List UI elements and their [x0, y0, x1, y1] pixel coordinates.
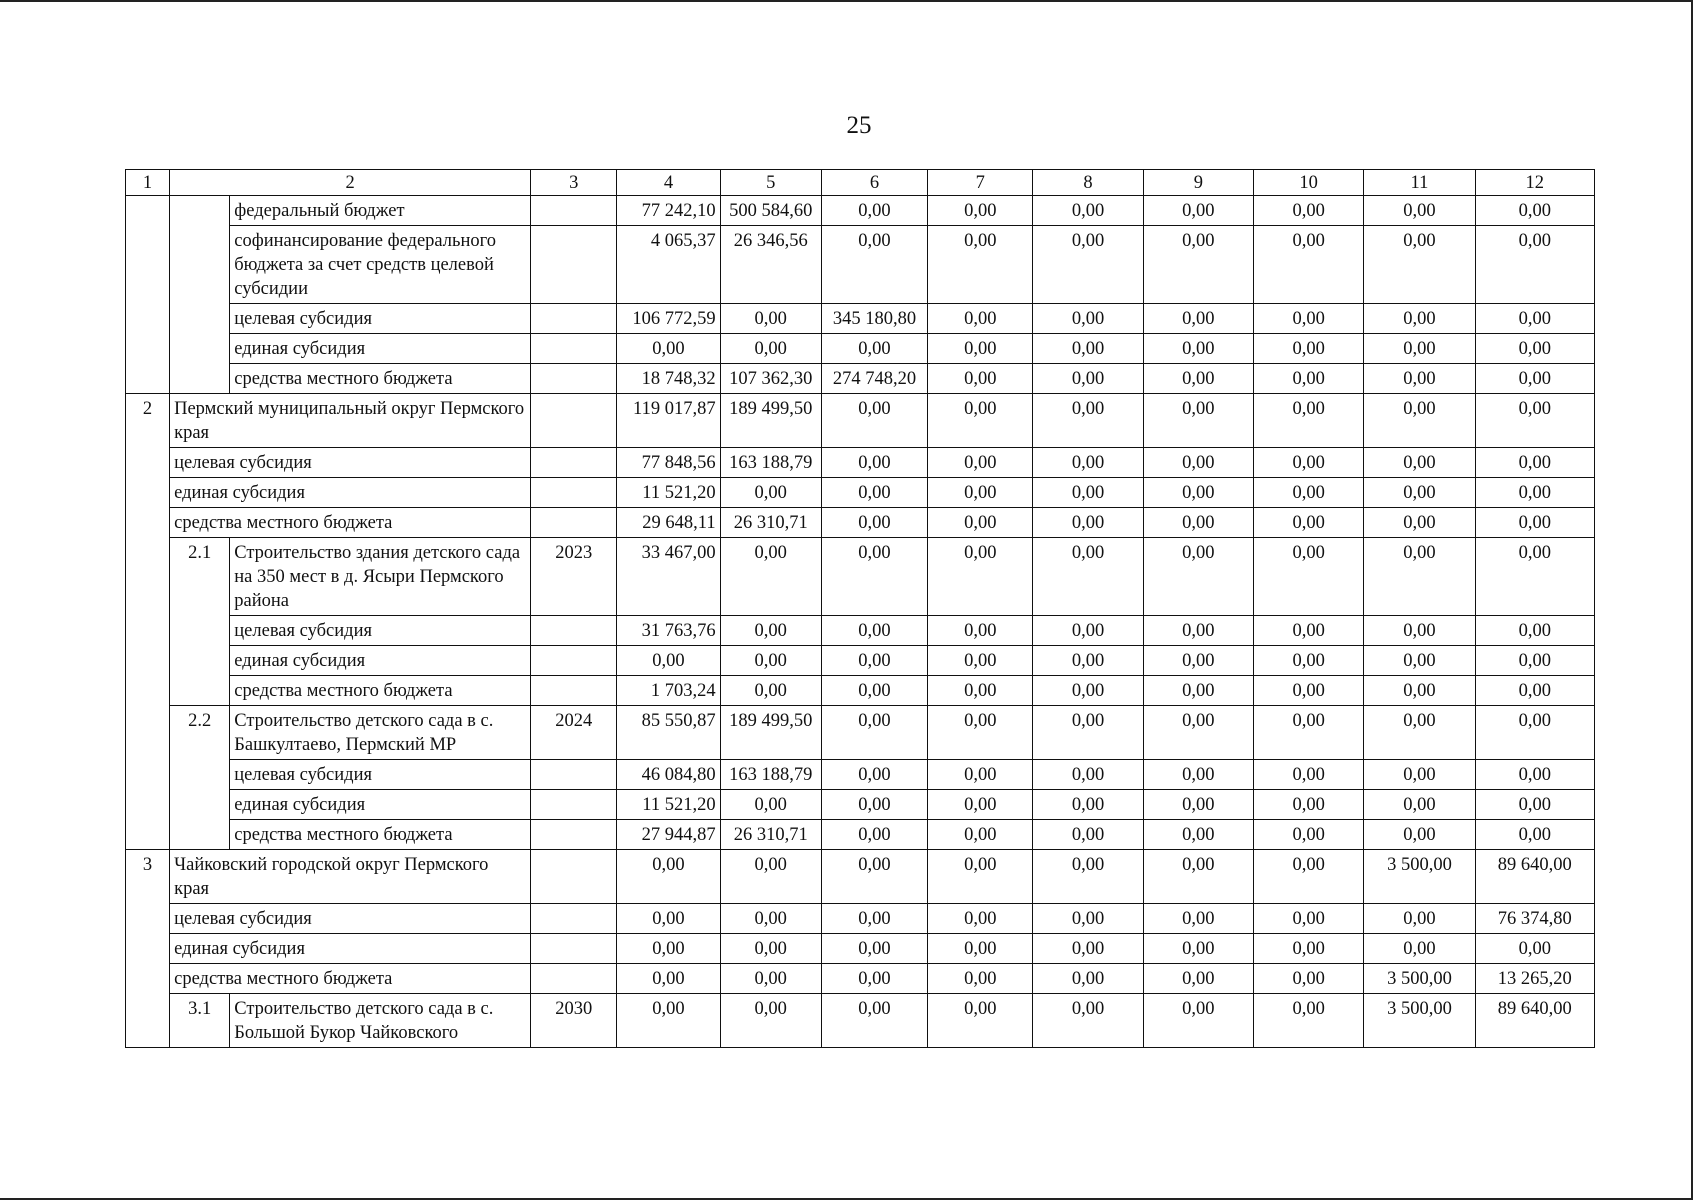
value-cell: 0,00 [720, 616, 821, 646]
value-cell: 0,00 [928, 850, 1033, 904]
value-cell: 0,00 [720, 646, 821, 676]
value-cell: 0,00 [1033, 904, 1143, 934]
header-cell: 6 [821, 170, 927, 196]
value-cell: 0,00 [1143, 820, 1253, 850]
year-cell [531, 934, 617, 964]
value-cell: 0,00 [1364, 394, 1475, 448]
row-label: средства местного бюджета [170, 508, 531, 538]
value-cell: 0,00 [1143, 448, 1253, 478]
value-cell: 0,00 [928, 508, 1033, 538]
value-cell: 0,00 [928, 706, 1033, 760]
year-cell: 2024 [531, 706, 617, 760]
value-cell: 0,00 [1364, 508, 1475, 538]
value-cell: 18 748,32 [617, 364, 720, 394]
row-label: Чайковский городской округ Пермского края [170, 850, 531, 904]
row-subnumber: 2.1 [170, 538, 230, 706]
table-row [126, 334, 1595, 364]
value-cell: 0,00 [1033, 934, 1143, 964]
table-row [126, 964, 1595, 994]
value-cell: 0,00 [1254, 760, 1364, 790]
value-cell: 0,00 [720, 676, 821, 706]
value-cell: 189 499,50 [720, 394, 821, 448]
table-row [126, 616, 1595, 646]
value-cell: 0,00 [1143, 934, 1253, 964]
value-cell: 0,00 [1143, 226, 1253, 304]
value-cell: 0,00 [1143, 538, 1253, 616]
header-cell: 8 [1033, 170, 1143, 196]
value-cell: 13 265,20 [1475, 964, 1594, 994]
value-cell: 0,00 [1254, 904, 1364, 934]
year-cell [531, 646, 617, 676]
value-cell: 0,00 [821, 334, 927, 364]
header-cell: 7 [928, 170, 1033, 196]
value-cell: 0,00 [1475, 538, 1594, 616]
value-cell: 163 188,79 [720, 760, 821, 790]
value-cell: 0,00 [1143, 478, 1253, 508]
value-cell: 0,00 [1254, 850, 1364, 904]
value-cell: 0,00 [1475, 394, 1594, 448]
value-cell: 0,00 [928, 226, 1033, 304]
value-cell: 0,00 [720, 994, 821, 1048]
value-cell: 0,00 [1033, 334, 1143, 364]
value-cell: 3 500,00 [1364, 964, 1475, 994]
row-label: Пермский муниципальный округ Пермского края [170, 394, 531, 448]
value-cell: 0,00 [821, 994, 927, 1048]
year-cell [531, 616, 617, 646]
year-cell [531, 964, 617, 994]
row-number: 2 [126, 394, 170, 850]
value-cell: 0,00 [1033, 448, 1143, 478]
year-cell: 2030 [531, 994, 617, 1048]
value-cell: 107 362,30 [720, 364, 821, 394]
value-cell: 0,00 [1254, 994, 1364, 1048]
row-label: средства местного бюджета [170, 964, 531, 994]
value-cell: 0,00 [617, 934, 720, 964]
value-cell: 0,00 [1033, 706, 1143, 760]
value-cell: 0,00 [1364, 676, 1475, 706]
value-cell: 0,00 [1033, 226, 1143, 304]
value-cell: 0,00 [1364, 448, 1475, 478]
value-cell: 0,00 [1143, 964, 1253, 994]
value-cell: 0,00 [928, 904, 1033, 934]
value-cell: 0,00 [1254, 790, 1364, 820]
value-cell: 0,00 [821, 934, 927, 964]
value-cell: 0,00 [821, 226, 927, 304]
value-cell: 0,00 [821, 760, 927, 790]
value-cell: 89 640,00 [1475, 994, 1594, 1048]
value-cell: 0,00 [1143, 304, 1253, 334]
value-cell: 0,00 [1143, 646, 1253, 676]
value-cell: 0,00 [1143, 850, 1253, 904]
value-cell: 0,00 [720, 964, 821, 994]
value-cell: 0,00 [928, 478, 1033, 508]
table-row [126, 304, 1595, 334]
value-cell: 27 944,87 [617, 820, 720, 850]
value-cell: 0,00 [821, 394, 927, 448]
value-cell: 0,00 [1254, 508, 1364, 538]
year-cell [531, 790, 617, 820]
row-label: единая субсидия [170, 934, 531, 964]
value-cell: 4 065,37 [617, 226, 720, 304]
value-cell: 0,00 [821, 508, 927, 538]
value-cell: 0,00 [1033, 478, 1143, 508]
value-cell: 0,00 [1143, 676, 1253, 706]
value-cell: 274 748,20 [821, 364, 927, 394]
value-cell: 0,00 [821, 646, 927, 676]
value-cell: 0,00 [1033, 790, 1143, 820]
value-cell: 0,00 [1254, 934, 1364, 964]
value-cell: 0,00 [1475, 226, 1594, 304]
value-cell: 0,00 [1143, 508, 1253, 538]
table-row [126, 646, 1595, 676]
value-cell: 0,00 [1364, 196, 1475, 226]
table-row [126, 196, 1595, 226]
value-cell: 0,00 [1254, 706, 1364, 760]
value-cell: 0,00 [1475, 790, 1594, 820]
value-cell: 0,00 [928, 790, 1033, 820]
value-cell: 0,00 [1254, 676, 1364, 706]
value-cell: 0,00 [928, 196, 1033, 226]
value-cell: 0,00 [1475, 760, 1594, 790]
value-cell: 0,00 [928, 934, 1033, 964]
table-row [126, 226, 1595, 304]
value-cell: 46 084,80 [617, 760, 720, 790]
row-label: целевая субсидия [170, 904, 531, 934]
value-cell: 0,00 [1254, 538, 1364, 616]
row-subnumber: 3.1 [170, 994, 230, 1048]
row-label: Строительство здания детского сада на 350 мест в д. Ясыри Пермского района [230, 538, 531, 616]
header-cell: 12 [1475, 170, 1594, 196]
value-cell: 0,00 [928, 820, 1033, 850]
value-cell: 0,00 [1254, 334, 1364, 364]
table-row [126, 820, 1595, 850]
value-cell: 0,00 [1033, 964, 1143, 994]
table-row [126, 994, 1595, 1048]
value-cell: 0,00 [1143, 196, 1253, 226]
value-cell: 0,00 [1143, 706, 1253, 760]
table-row [126, 478, 1595, 508]
value-cell: 0,00 [1143, 334, 1253, 364]
header-cell: 5 [720, 170, 821, 196]
value-cell: 0,00 [720, 304, 821, 334]
year-cell [531, 364, 617, 394]
table-row [126, 538, 1595, 616]
value-cell: 0,00 [1364, 820, 1475, 850]
value-cell: 0,00 [1254, 448, 1364, 478]
row-label: средства местного бюджета [230, 676, 531, 706]
row-label: единая субсидия [170, 478, 531, 508]
row-label: единая субсидия [230, 646, 531, 676]
value-cell: 0,00 [1033, 760, 1143, 790]
value-cell: 0,00 [1033, 508, 1143, 538]
value-cell: 0,00 [720, 934, 821, 964]
value-cell: 0,00 [928, 964, 1033, 994]
value-cell: 11 521,20 [617, 478, 720, 508]
year-cell [531, 820, 617, 850]
value-cell: 0,00 [821, 676, 927, 706]
value-cell: 0,00 [821, 616, 927, 646]
value-cell: 0,00 [928, 334, 1033, 364]
value-cell: 31 763,76 [617, 616, 720, 646]
value-cell: 0,00 [1364, 760, 1475, 790]
value-cell: 0,00 [1143, 760, 1253, 790]
value-cell: 0,00 [1254, 478, 1364, 508]
value-cell: 0,00 [720, 334, 821, 364]
value-cell: 0,00 [821, 196, 927, 226]
value-cell: 77 242,10 [617, 196, 720, 226]
value-cell: 0,00 [1364, 934, 1475, 964]
row-subnumber [170, 196, 230, 394]
value-cell: 0,00 [1033, 646, 1143, 676]
value-cell: 0,00 [1033, 394, 1143, 448]
value-cell: 0,00 [1033, 994, 1143, 1048]
row-label: целевая субсидия [170, 448, 531, 478]
row-label: федеральный бюджет [230, 196, 531, 226]
value-cell: 0,00 [1364, 646, 1475, 676]
table-row [126, 904, 1595, 934]
year-cell [531, 448, 617, 478]
value-cell: 0,00 [821, 478, 927, 508]
value-cell: 0,00 [1475, 364, 1594, 394]
year-cell [531, 304, 617, 334]
value-cell: 0,00 [1033, 820, 1143, 850]
value-cell: 0,00 [928, 448, 1033, 478]
value-cell: 0,00 [617, 964, 720, 994]
table-row [126, 706, 1595, 760]
year-cell [531, 394, 617, 448]
value-cell: 0,00 [1364, 478, 1475, 508]
value-cell: 500 584,60 [720, 196, 821, 226]
value-cell: 0,00 [1475, 646, 1594, 676]
value-cell: 0,00 [1033, 676, 1143, 706]
row-label: единая субсидия [230, 334, 531, 364]
value-cell: 0,00 [928, 994, 1033, 1048]
table-row [126, 508, 1595, 538]
value-cell: 0,00 [821, 448, 927, 478]
value-cell: 0,00 [928, 394, 1033, 448]
value-cell: 0,00 [928, 616, 1033, 646]
value-cell: 0,00 [1475, 508, 1594, 538]
value-cell: 0,00 [720, 538, 821, 616]
value-cell: 0,00 [821, 820, 927, 850]
value-cell: 119 017,87 [617, 394, 720, 448]
value-cell: 0,00 [1033, 364, 1143, 394]
value-cell: 26 310,71 [720, 820, 821, 850]
value-cell: 0,00 [617, 646, 720, 676]
value-cell: 0,00 [1254, 616, 1364, 646]
value-cell: 0,00 [1475, 676, 1594, 706]
value-cell: 0,00 [617, 994, 720, 1048]
value-cell: 345 180,80 [821, 304, 927, 334]
value-cell: 163 188,79 [720, 448, 821, 478]
value-cell: 11 521,20 [617, 790, 720, 820]
table-row [126, 364, 1595, 394]
value-cell: 1 703,24 [617, 676, 720, 706]
value-cell: 0,00 [1033, 304, 1143, 334]
header-cell: 4 [617, 170, 720, 196]
value-cell: 0,00 [617, 334, 720, 364]
value-cell: 0,00 [617, 904, 720, 934]
row-label: средства местного бюджета [230, 820, 531, 850]
row-label: целевая субсидия [230, 760, 531, 790]
row-number: 3 [126, 850, 170, 1048]
value-cell: 0,00 [720, 850, 821, 904]
value-cell: 0,00 [1254, 196, 1364, 226]
year-cell [531, 196, 617, 226]
year-cell [531, 226, 617, 304]
year-cell [531, 760, 617, 790]
value-cell: 0,00 [1475, 820, 1594, 850]
value-cell: 77 848,56 [617, 448, 720, 478]
value-cell: 0,00 [1143, 904, 1253, 934]
value-cell: 0,00 [1143, 790, 1253, 820]
value-cell: 0,00 [1364, 538, 1475, 616]
value-cell: 189 499,50 [720, 706, 821, 760]
value-cell: 0,00 [1143, 394, 1253, 448]
year-cell [531, 478, 617, 508]
year-cell [531, 334, 617, 364]
year-cell: 2023 [531, 538, 617, 616]
value-cell: 0,00 [1033, 538, 1143, 616]
value-cell: 26 310,71 [720, 508, 821, 538]
value-cell: 0,00 [1475, 616, 1594, 646]
header-cell: 2 [170, 170, 531, 196]
value-cell: 0,00 [821, 790, 927, 820]
value-cell: 76 374,80 [1475, 904, 1594, 934]
budget-table [125, 169, 1595, 1048]
value-cell: 0,00 [1364, 304, 1475, 334]
year-cell [531, 676, 617, 706]
value-cell: 33 467,00 [617, 538, 720, 616]
value-cell: 0,00 [821, 964, 927, 994]
value-cell: 0,00 [1364, 904, 1475, 934]
table-row [126, 448, 1595, 478]
value-cell: 0,00 [1254, 226, 1364, 304]
value-cell: 0,00 [928, 364, 1033, 394]
value-cell: 3 500,00 [1364, 850, 1475, 904]
table-row [126, 394, 1595, 448]
header-cell: 1 [126, 170, 170, 196]
value-cell: 29 648,11 [617, 508, 720, 538]
header-cell: 3 [531, 170, 617, 196]
table-row [126, 760, 1595, 790]
value-cell: 0,00 [821, 850, 927, 904]
page-number: 25 [846, 112, 872, 139]
row-label: средства местного бюджета [230, 364, 531, 394]
value-cell: 0,00 [1033, 850, 1143, 904]
header-cell: 11 [1364, 170, 1475, 196]
row-number [126, 196, 170, 394]
header-row [126, 170, 1595, 196]
value-cell: 0,00 [928, 646, 1033, 676]
value-cell: 0,00 [1143, 364, 1253, 394]
value-cell: 3 500,00 [1364, 994, 1475, 1048]
year-cell [531, 850, 617, 904]
header-cell: 10 [1254, 170, 1364, 196]
value-cell: 0,00 [1033, 196, 1143, 226]
table-row [126, 850, 1595, 904]
value-cell: 0,00 [1475, 304, 1594, 334]
row-label: Строительство детского сада в с. Большой Букор Чайковского [230, 994, 531, 1048]
value-cell: 0,00 [821, 706, 927, 760]
value-cell: 0,00 [1364, 226, 1475, 304]
value-cell: 0,00 [1364, 790, 1475, 820]
value-cell: 0,00 [1364, 706, 1475, 760]
value-cell: 0,00 [1254, 304, 1364, 334]
value-cell: 0,00 [1033, 616, 1143, 646]
value-cell: 106 772,59 [617, 304, 720, 334]
row-label: единая субсидия [230, 790, 531, 820]
value-cell: 0,00 [928, 304, 1033, 334]
value-cell: 0,00 [821, 904, 927, 934]
value-cell: 0,00 [1254, 820, 1364, 850]
value-cell: 26 346,56 [720, 226, 821, 304]
value-cell: 0,00 [1475, 448, 1594, 478]
value-cell: 0,00 [720, 904, 821, 934]
year-cell [531, 508, 617, 538]
value-cell: 0,00 [617, 850, 720, 904]
row-label: целевая субсидия [230, 616, 531, 646]
value-cell: 0,00 [1475, 478, 1594, 508]
value-cell: 89 640,00 [1475, 850, 1594, 904]
value-cell: 0,00 [1254, 964, 1364, 994]
value-cell: 0,00 [1364, 616, 1475, 646]
value-cell: 0,00 [1475, 706, 1594, 760]
value-cell: 85 550,87 [617, 706, 720, 760]
header-cell: 9 [1143, 170, 1253, 196]
row-label: Строительство детского сада в с. Башкултаево, Пермский МР [230, 706, 531, 760]
value-cell: 0,00 [1254, 394, 1364, 448]
row-subnumber: 2.2 [170, 706, 230, 850]
value-cell: 0,00 [1254, 364, 1364, 394]
table-row [126, 676, 1595, 706]
year-cell [531, 904, 617, 934]
value-cell: 0,00 [821, 538, 927, 616]
value-cell: 0,00 [1143, 994, 1253, 1048]
table-row [126, 934, 1595, 964]
value-cell: 0,00 [720, 478, 821, 508]
value-cell: 0,00 [1475, 934, 1594, 964]
value-cell: 0,00 [1364, 364, 1475, 394]
value-cell: 0,00 [928, 538, 1033, 616]
table-row [126, 790, 1595, 820]
row-label: целевая субсидия [230, 304, 531, 334]
value-cell: 0,00 [928, 676, 1033, 706]
value-cell: 0,00 [1254, 646, 1364, 676]
value-cell: 0,00 [1475, 196, 1594, 226]
row-label: софинансирование федерального бюджета за счет средств целевой субсидии [230, 226, 531, 304]
value-cell: 0,00 [1364, 334, 1475, 364]
value-cell: 0,00 [720, 790, 821, 820]
value-cell: 0,00 [1475, 334, 1594, 364]
value-cell: 0,00 [928, 760, 1033, 790]
value-cell: 0,00 [1143, 616, 1253, 646]
